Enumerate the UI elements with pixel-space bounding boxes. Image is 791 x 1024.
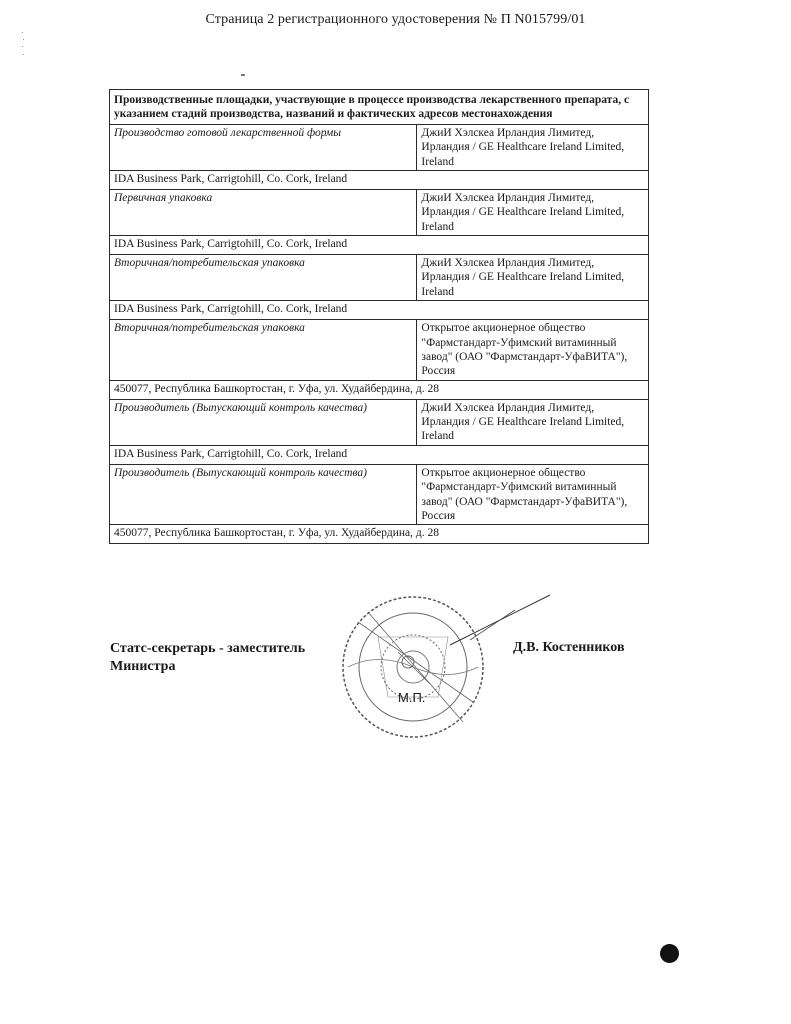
company-cell: ДжиИ Хэлскеа Ирландия Лимитед, Ирландия / GE Healthcare Ireland Limited, Ireland	[417, 124, 649, 170]
scan-artifact	[241, 74, 245, 76]
punch-hole-mark	[660, 944, 679, 963]
manufacturing-sites-table	[109, 89, 649, 544]
company-cell: ДжиИ Хэлскеа Ирландия Лимитед, Ирландия / GE Healthcare Ireland Limited, Ireland	[417, 399, 649, 445]
table-row	[110, 124, 649, 170]
company-cell: ДжиИ Хэлскеа Ирландия Лимитед, Ирландия / GE Healthcare Ireland Limited, Ireland	[417, 255, 649, 301]
company-cell: ДжиИ Хэлскеа Ирландия Лимитед, Ирландия / GE Healthcare Ireland Limited, Ireland	[417, 189, 649, 235]
table-row	[110, 320, 649, 381]
table-row	[110, 464, 649, 525]
company-cell: Открытое акционерное общество "Фармстандарт-Уфимский витаминный завод" (ОАО "Фармстандарт-УфаВИТА"), Россия	[417, 464, 649, 525]
table-heading: Производственные площадки, участвующие в процессе производства лекарственного препарата, с указанием стадий производства, названий и фактических адресов местонахождения	[110, 90, 649, 125]
address-cell: IDA Business Park, Carrigtohill, Co. Cork, Ireland	[110, 236, 649, 255]
page-title: Страница 2 регистрационного удостоверения № П N015799/01	[205, 12, 586, 27]
address-cell: IDA Business Park, Carrigtohill, Co. Cork, Ireland	[110, 445, 649, 464]
table-row	[110, 255, 649, 301]
address-cell: IDA Business Park, Carrigtohill, Co. Cork, Ireland	[110, 301, 649, 320]
seal-mark: М.П.	[398, 690, 426, 705]
address-cell: 450077, Республика Башкортостан, г. Уфа, ул. Худайбердина, д. 28	[110, 525, 649, 544]
table-row	[110, 301, 649, 320]
stage-cell: Первичная упаковка	[110, 189, 417, 235]
table-row	[110, 399, 649, 445]
stage-cell: Вторичная/потребительская упаковка	[110, 255, 417, 301]
table-row	[110, 380, 649, 399]
address-cell: 450077, Республика Башкортостан, г. Уфа, ул. Худайбердина, д. 28	[110, 380, 649, 399]
margin-specks	[20, 30, 26, 60]
stage-cell: Вторичная/потребительская упаковка	[110, 320, 417, 381]
address-cell: IDA Business Park, Carrigtohill, Co. Cork, Ireland	[110, 170, 649, 189]
table-row	[110, 189, 649, 235]
stage-cell: Производитель (Выпускающий контроль качества)	[110, 399, 417, 445]
stage-cell: Производство готовой лекарственной формы	[110, 124, 417, 170]
signatory-position-line2: Министра	[110, 659, 176, 675]
table-row	[110, 170, 649, 189]
signatory-name: Д.В. Костенников	[513, 640, 625, 655]
company-cell: Открытое акционерное общество "Фармстандарт-Уфимский витаминный завод" (ОАО "Фармстандарт-УфаВИТА"), Россия	[417, 320, 649, 381]
table-row	[110, 236, 649, 255]
table-row	[110, 445, 649, 464]
signatory-position-line1: Статс-секретарь - заместитель	[110, 641, 306, 656]
stage-cell: Производитель (Выпускающий контроль качества)	[110, 464, 417, 525]
table-row	[110, 525, 649, 544]
signatory-position	[110, 640, 305, 676]
